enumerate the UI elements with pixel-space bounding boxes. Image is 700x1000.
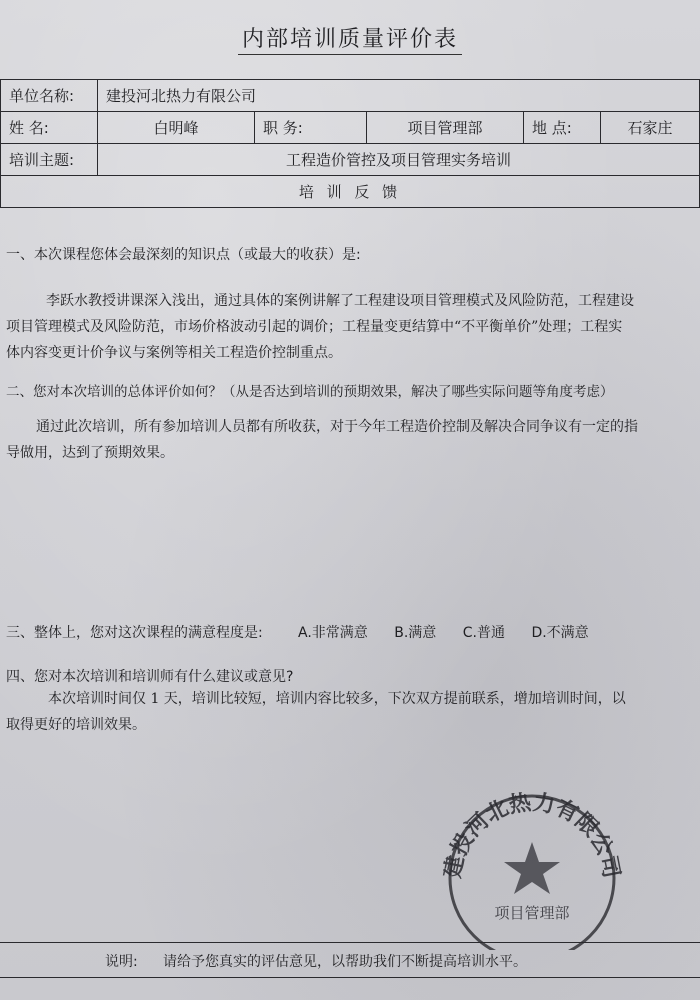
footer-note <box>0 942 700 978</box>
satisfaction-options <box>298 622 611 642</box>
person-row <box>1 112 700 144</box>
question-4: 四、您对本次培训和培训师有什么建议或意见? <box>6 669 294 685</box>
answer-4-line-1: 本次培训时间仅 1 天，培训比较短，培训内容比较多，下次双方提前联系，增加培训时间，以 <box>48 691 626 707</box>
footer-label: 说明: <box>105 954 138 970</box>
section-row <box>1 176 700 208</box>
name-value: 白明峰 <box>98 112 255 144</box>
footer-text: 请给予您真实的评估意见，以帮助我们不断提高培训水平。 <box>163 954 527 970</box>
info-table <box>0 79 700 208</box>
answer-4-line-2: 取得更好的培训效果。 <box>6 717 146 733</box>
topic-row <box>1 144 700 176</box>
answer-2-line-1: 通过此次培训，所有参加培训人员都有所收获，对于今年工程造价控制及解决合同争议有一定的指 <box>36 419 638 435</box>
option-d: D.不满意 <box>531 625 589 641</box>
question-1: 一、本次课程您体会最深刻的知识点（或最大的收获）是: <box>6 247 361 263</box>
unit-value: 建投河北热力有限公司 <box>98 80 700 112</box>
location-label: 地 点: <box>524 112 601 144</box>
section-title: 培 训 反 馈 <box>1 176 700 208</box>
question-2: 二、您对本次培训的总体评价如何？（从是否达到培训的预期效果，解决了哪些实际问题等角度考虑） <box>6 384 614 400</box>
option-c: C.普通 <box>462 625 505 641</box>
answer-2-line-2: 导做用，达到了预期效果。 <box>6 445 174 461</box>
option-b: B.满意 <box>394 625 437 641</box>
option-a: A.非常满意 <box>298 625 368 641</box>
question-3: 三、整体上，您对这次课程的满意程度是: <box>6 625 263 641</box>
answer-1-line-1: 李跃水教授讲课深入浅出，通过具体的案例讲解了工程建设项目管理模式及风险防范，工程建设 <box>46 293 634 309</box>
unit-row <box>1 80 700 112</box>
seal-text: 建投河北热力有限公司 <box>440 790 624 881</box>
topic-label: 培训主题: <box>1 144 98 176</box>
topic-value: 工程造价管控及项目管理实务培训 <box>98 144 700 176</box>
seal-star-icon <box>504 842 560 894</box>
name-label: 姓 名: <box>1 112 98 144</box>
position-label: 职 务: <box>255 112 367 144</box>
position-value: 项目管理部 <box>367 112 524 144</box>
seal-dept: 项目管理部 <box>494 904 570 922</box>
seal-stamp-icon <box>432 790 632 950</box>
answer-1-line-2: 项目管理模式及风险防范，市场价格波动引起的调价；工程量变更结算中“不平衡单价”处理；工程实 <box>6 319 623 335</box>
document-title: 内部培训质量评价表 <box>0 22 700 53</box>
unit-label: 单位名称: <box>1 80 98 112</box>
location-value: 石家庄 <box>601 112 700 144</box>
company-seal <box>432 790 632 950</box>
answer-1-line-3: 体内容变更计价争议与案例等相关工程造价控制重点。 <box>6 345 342 361</box>
